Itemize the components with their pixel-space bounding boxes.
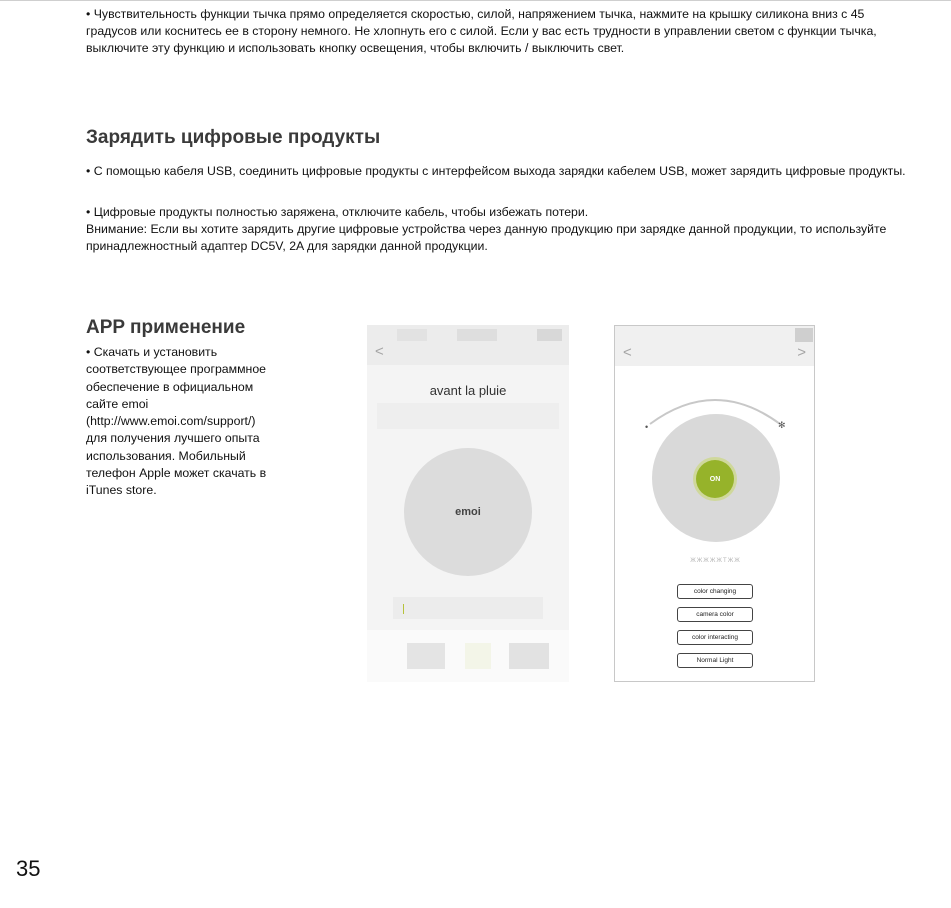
- top-rule: [0, 0, 951, 1]
- tab-icon[interactable]: [465, 643, 491, 669]
- tab-icon[interactable]: [509, 643, 549, 669]
- blur-band: [377, 403, 559, 429]
- charge-attention: Внимание: Если вы хотите зарядить другие цифровые устройства через данную продукцию при зарядке данной продукции, то используйте принадлежностный адаптер DC5V, 2A для зарядки данной продукции.: [86, 222, 887, 253]
- back-arrow-icon[interactable]: <: [375, 343, 384, 360]
- blur-block: [537, 329, 562, 341]
- tab-icon[interactable]: [407, 643, 445, 669]
- mode-color-changing-button[interactable]: color changing: [677, 584, 753, 599]
- phone-screenshot-2: [614, 325, 815, 682]
- slider-handle[interactable]: [403, 604, 404, 614]
- page-number: 35: [16, 856, 41, 881]
- mode-camera-color-button[interactable]: camera color: [677, 607, 753, 622]
- charge-bullet-1: • С помощью кабеля USB, соединить цифровые продукты с интерфейсом выхода зарядки кабелем USB, может зарядить цифровые продукты.: [86, 164, 906, 178]
- back-arrow-icon[interactable]: <: [623, 344, 632, 361]
- blur-block: [397, 329, 427, 341]
- scene-title: avant la pluie: [429, 383, 507, 398]
- slider-track[interactable]: [393, 597, 543, 619]
- mode-normal-light-button[interactable]: Normal Light: [677, 653, 753, 668]
- emoi-logo: emoi: [455, 506, 481, 518]
- blur-block: [457, 329, 497, 341]
- app-heading: APP применение: [86, 317, 246, 338]
- touch-paragraph: • Чувствительность функции тычка прямо определяется скоростью, силой, напряжением тычка, нажмите на крышку силикона вниз с 45 градусов или коснитесь ее в сторону немного. Не хлопнуть его с силой. Если у вас есть трудности в управлении светом с функции тычка, выключите эту функцию и использовать кнопку освещения, чтобы включить / выключить свет.: [86, 7, 877, 55]
- mode-color-interacting-button[interactable]: color interacting: [677, 630, 753, 645]
- app-description: • Скачать и установить соответствующее программное обеспечение в официальном сайте emoi (http://www.emoi.com/support/) для получения лучшего опыта использования. Мобильный телефон Apple может скачать в iTunes store.: [86, 345, 267, 498]
- charge-bullet-2: • Цифровые продукты полностью заряжена, отключите кабель, чтобы избежать потери.: [86, 205, 589, 219]
- forward-arrow-icon[interactable]: >: [797, 344, 806, 361]
- charge-heading: Зарядить цифровые продукты: [86, 127, 381, 148]
- dim-icon: •: [645, 422, 649, 432]
- power-on-button[interactable]: ON: [696, 460, 734, 498]
- blur-block: [795, 328, 813, 342]
- bright-icon: ✻: [778, 420, 786, 430]
- mode-label: ЖЖЖЖЖТЖЖ: [690, 558, 741, 564]
- status-bar-blur: [615, 326, 814, 366]
- phone-screenshot-1: [367, 325, 569, 682]
